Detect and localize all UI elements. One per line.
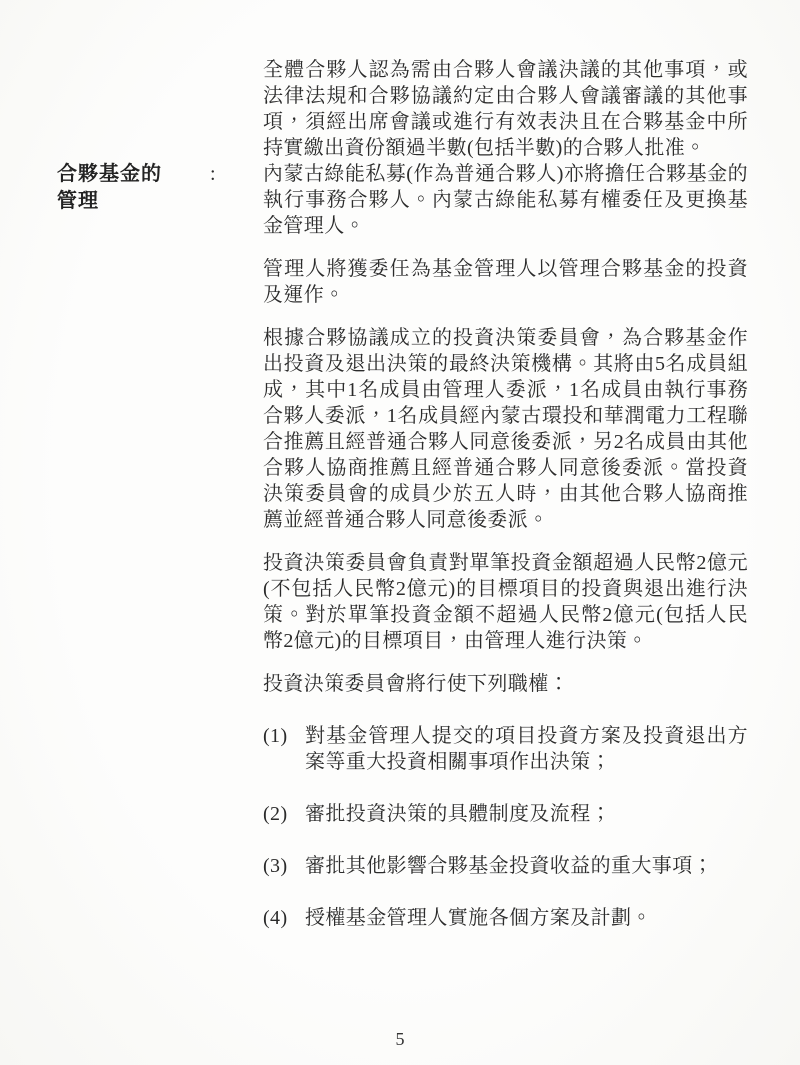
list-item-2-marker: (2) (263, 803, 288, 825)
section-paragraph-decision-threshold: 投資決策委員會負責對單筆投資金額超過人民幣2億元(不包括人民幣2億元)的目標項目的投資與退出進行決策。對於單筆投資金額不超過人民幣2億元(包括人民幣2億元)的目標項目，由管理人進行決策。 (263, 552, 748, 652)
section-paragraph-investment-committee: 根據合夥協議成立的投資決策委員會，為合夥基金作出投資及退出決策的最終決策機構。其將由5名成員組成，其中1名成員由管理人委派，1名成員由執行事務合夥人委派，1名成員經內蒙古環投和華潤電力工程聯合推薦且經普通合夥人同意後委派，另2名成員由其他合夥人協商推薦且經普通合夥人同意後委派。當投資決策委員會的成員少於五人時，由其他合夥人協商推薦並經普通合夥人同意後委派。 (263, 327, 748, 531)
list-item-4-marker: (4) (263, 907, 288, 929)
section-separator-colon: : (210, 163, 216, 185)
list-item-1-text: 對基金管理人提交的項目投資方案及投資退出方案等重大投資相關事項作出決策； (305, 725, 748, 773)
list-item-1-marker: (1) (263, 725, 288, 747)
page-number: 5 (395, 1029, 405, 1049)
section-paragraph-gp-role: 內蒙古綠能私募(作為普通合夥人)亦將擔任合夥基金的執行事務合夥人。內蒙古綠能私募有權委任及更換基金管理人。 (263, 163, 748, 237)
list-item-2 (263, 801, 748, 827)
continuation-paragraph: 全體合夥人認為需由合夥人會議決議的其他事項，或法律法規和合夥協議約定由合夥人會議審議的其他事項，須經出席會議或進行有效表決且在合夥基金中所持實繳出資份額過半數(包括半數)的合夥人批准。 (263, 59, 748, 159)
section-body (263, 161, 748, 931)
list-item-3 (263, 853, 748, 879)
section-label (57, 161, 210, 215)
list-item-3-marker: (3) (263, 855, 288, 877)
list-item-4-text: 授權基金管理人實施各個方案及計劃。 (305, 907, 652, 929)
section-label-line2: 管理 (57, 190, 99, 212)
continuation-row (57, 57, 748, 161)
powers-heading: 投資決策委員會將行使下列職權： (263, 673, 569, 695)
continuation-body (263, 57, 748, 161)
list-item-3-text: 審批其他影響合夥基金投資收益的重大事項； (305, 855, 713, 877)
list-item-4 (263, 905, 748, 931)
section-paragraph-manager-appointment: 管理人將獲委任為基金管理人以管理合夥基金的投資及運作。 (263, 258, 748, 306)
section-row (57, 161, 748, 931)
list-item-2-text: 審批投資決策的具體制度及流程； (305, 803, 611, 825)
section-label-col (57, 161, 263, 215)
list-item-1 (263, 723, 748, 775)
section-label-line1: 合夥基金的 (57, 163, 162, 185)
